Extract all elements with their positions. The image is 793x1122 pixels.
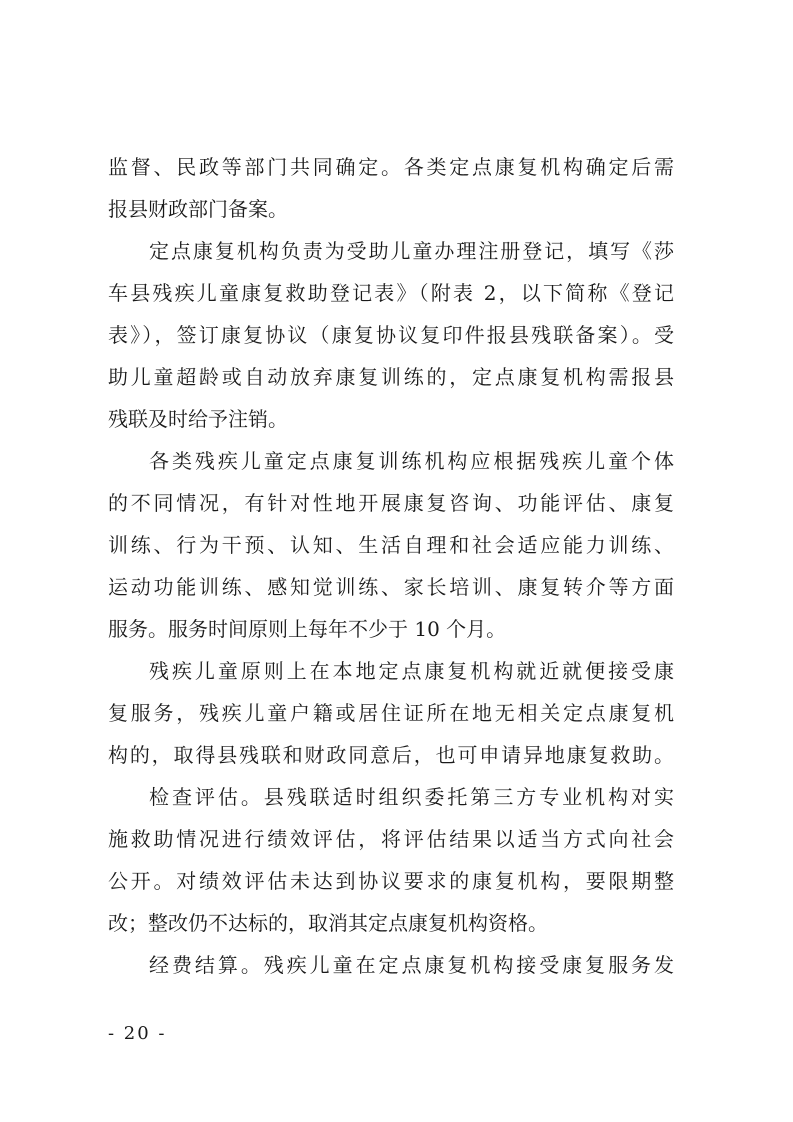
body-line-6: 助儿童超龄或自动放弃康复训练的，定点康复机构需报县 — [108, 365, 674, 389]
body-line-19: 改；整改仍不达标的，取消其定点康复机构资格。 — [108, 911, 548, 935]
body-line-7: 残联及时给予注销。 — [108, 407, 288, 431]
body-line-9: 的不同情况，有针对性地开展康复咨询、功能评估、康复 — [108, 491, 674, 515]
body-line-15: 构的，取得县残联和财政同意后，也可申请异地康复救助。 — [108, 743, 674, 767]
body-line-20: 经费结算。残疾儿童在定点康复机构接受康复服务发 — [149, 953, 674, 977]
body-line-16: 检查评估。县残联适时组织委托第三方专业机构对实 — [149, 785, 674, 809]
body-line-2: 报县财政部门备案。 — [108, 197, 288, 221]
body-line-14: 复服务，残疾儿童户籍或居住证所在地无相关定点康复机 — [108, 701, 674, 725]
body-line-13: 残疾儿童原则上在本地定点康复机构就近就便接受康 — [149, 659, 674, 683]
body-line-17: 施救助情况进行绩效评估，将评估结果以适当方式向社会 — [108, 827, 674, 851]
page-number: - 20 - — [108, 1023, 167, 1044]
body-line-18: 公开。对绩效评估未达到协议要求的康复机构，要限期整 — [108, 869, 674, 893]
body-line-5: 表》），签订康复协议（康复协议复印件报县残联备案）。受 — [108, 323, 674, 347]
body-line-10: 训练、行为干预、认知、生活自理和社会适应能力训练、 — [108, 533, 674, 557]
body-line-3: 定点康复机构负责为受助儿童办理注册登记，填写《莎 — [149, 239, 674, 263]
body-line-1: 监督、民政等部门共同确定。各类定点康复机构确定后需 — [108, 155, 674, 179]
body-line-8: 各类残疾儿童定点康复训练机构应根据残疾儿童个体 — [149, 449, 674, 473]
body-line-12: 服务。服务时间原则上每年不少于 10 个月。 — [108, 617, 507, 641]
body-line-11: 运动功能训练、感知觉训练、家长培训、康复转介等方面 — [108, 575, 674, 599]
body-line-4: 车县残疾儿童康复救助登记表》（附表 2，以下简称《登记 — [108, 281, 674, 305]
